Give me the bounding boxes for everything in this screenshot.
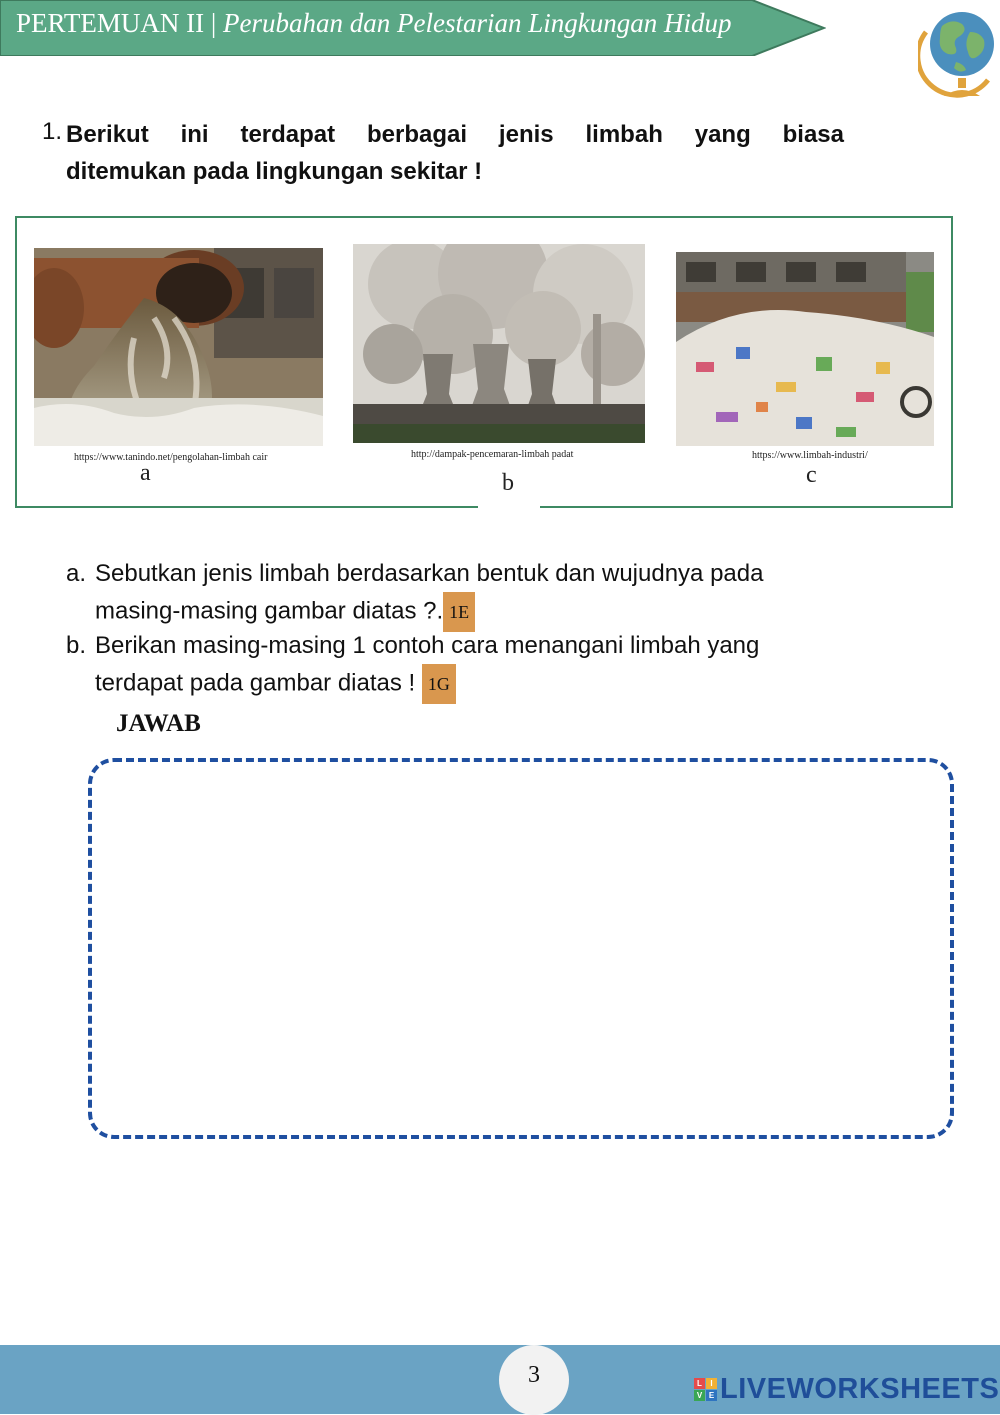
- liveworksheets-logo: [694, 1373, 999, 1405]
- liveworksheets-brand: LIVEWORKSHEETS: [720, 1372, 1000, 1405]
- sub-question-a-label: a.: [66, 560, 87, 587]
- question-line-1: Berikut ini terdapat berbagai jenis limbah yang biasa: [66, 121, 844, 148]
- badge-1g: 1G: [422, 664, 456, 704]
- image-panel-gap: [478, 504, 540, 512]
- header-title: PERTEMUAN II |: [16, 8, 217, 38]
- image-letter-a: a: [140, 460, 151, 486]
- sub-question-b-line-1: Berikan masing-masing 1 contoh cara menangani limbah yang: [95, 632, 760, 659]
- logo-letter-l: L: [694, 1378, 705, 1389]
- header-banner: [0, 0, 826, 56]
- photo-garbage-pile: [676, 252, 934, 446]
- logo-letter-e: E: [706, 1390, 717, 1401]
- image-letter-c: c: [806, 462, 817, 488]
- sub-question-b-label: b.: [66, 632, 87, 659]
- caption-c: https://www.limbah-industri/: [752, 450, 868, 461]
- question-text: [66, 116, 844, 190]
- liveworksheets-grid-icon: [694, 1378, 717, 1401]
- badge-1e: 1E: [443, 592, 475, 632]
- answer-label: JAWAB: [116, 710, 201, 737]
- image-letter-b: b: [502, 470, 514, 496]
- sub-question-b-line-2: terdapat pada gambar diatas !: [95, 669, 416, 697]
- logo-letter-i: I: [706, 1378, 717, 1389]
- photo-power-plant: [353, 244, 645, 443]
- globe-icon: [918, 2, 1000, 102]
- question-number: 1.: [42, 118, 63, 145]
- sub-question-a-line-2: masing-masing gambar diatas ?.: [95, 597, 444, 625]
- question-line-2: ditemukan pada lingkungan sekitar !: [66, 158, 483, 185]
- caption-b: http://dampak-pencemaran-limbah padat: [411, 449, 574, 460]
- caption-a: https://www.tanindo.net/pengolahan-limbah cair: [74, 452, 268, 463]
- page-number: 3: [499, 1345, 569, 1415]
- logo-letter-v: V: [694, 1390, 705, 1401]
- sub-question-a-line-1: Sebutkan jenis limbah berdasarkan bentuk dan wujudnya pada: [95, 560, 764, 587]
- header-subtitle: Perubahan dan Pelestarian Lingkungan Hidup: [223, 8, 732, 38]
- answer-input-box[interactable]: [88, 758, 954, 1139]
- photo-wastewater-pipe: [34, 248, 323, 446]
- banner-text: [16, 8, 732, 39]
